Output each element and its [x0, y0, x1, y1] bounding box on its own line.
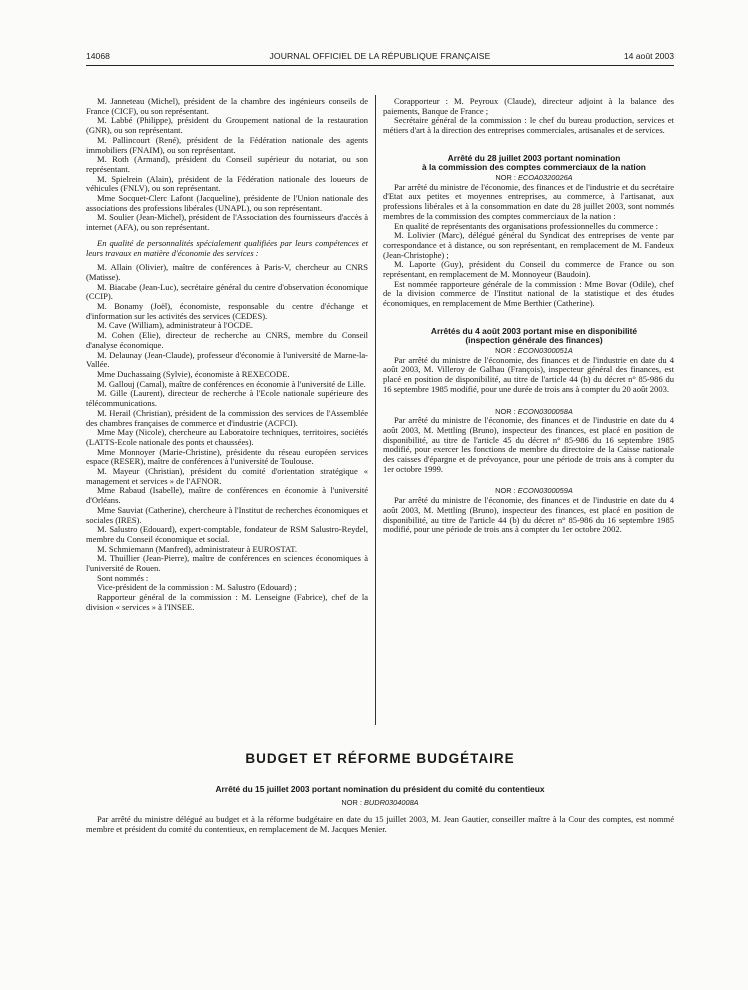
member-entry: M. Roth (Armand), président du Conseil supérieur du notariat, ou son représentant.	[86, 154, 368, 174]
nor-code: ECON0300058A	[517, 406, 573, 416]
decree-paragraph: Est nommée rapporteure générale de la commission : Mme Bovar (Odile), chef de la division commerce de l'Institut national de la statistique et des études économiques, en remplacement de Mme Berthier (Catherine).	[383, 278, 674, 309]
decree-paragraph: Par arrêté du ministre de l'économie, des finances et de l'industrie en date du 4 août 2003, M. Villeroy de Galhau (François), inspecteur général des finances, est placé en position de disponibilité, au titre de l'article 44 (b) du décret n° 85-986 du 16 septembre 1985 modifié, pour une durée de trois ans à compter du 20 août 2003.	[383, 354, 674, 394]
named-entry: Rapporteur général de la commission : M. Lenseigne (Fabrice), chef de la division « services » à l'INSEE.	[86, 592, 368, 612]
qualified-heading: En qualité de personnalités spécialement qualifiées par leurs compétences et leurs travaux en matière d'économie des services :	[86, 237, 368, 258]
member-entry: M. Cave (William), administrateur à l'OCDE.	[97, 320, 253, 331]
member-entry: M. Biacabe (Jean-Luc), secrétaire général du centre d'observation économique (CCIP).	[86, 281, 368, 302]
member-entry: M. Delaunay (Jean-Claude), professeur d'économie à l'université de Marne-la-Vallée.	[86, 349, 368, 370]
decree-paragraph: M. Laporte (Guy), président du Conseil du commerce de France ou son représentant, en remplacement de M. Monnoyeur (Baudoin).	[383, 259, 674, 280]
nor-label: NOR :	[495, 346, 516, 356]
nor-code: BUDR0304008A	[363, 797, 419, 807]
section-heading: BUDGET ET RÉFORME BUDGÉTAIRE	[245, 751, 515, 766]
member-entry: M. Cohen (Elie), directeur de recherche au CNRS, membre du Conseil d'analyse économique.	[86, 330, 368, 350]
member-entry: Mme Monnoyer (Marie-Christine), présidente du réseau européen services espace (RESER), maître de conférences à l'université de Toulouse.	[86, 446, 368, 467]
issue-date: 14 août 2003	[623, 51, 674, 61]
nor-code: ECOA0320026A	[517, 173, 573, 182]
decree-title: à la commission des comptes commerciaux de la nation	[422, 162, 646, 173]
decree-title: (inspection générale des finances)	[465, 335, 603, 346]
member-entry: M. Pallincourt (René), président de la Fédération nationale des agents immobiliers (FNAIM), ou son représentant.	[86, 134, 368, 155]
page-header	[86, 51, 674, 65]
decree-paragraph: Par arrêté du ministre de l'économie, des finances et de l'industrie et du secrétaire d'Etat aux petites et moyennes entreprises, au commerce, à l'artisanat, aux professions libérales et à la consommation en date du 28 juillet 2003, sont nommés membres de la commission des comptes commerciaux de la nation :	[383, 181, 674, 221]
named-entry: Vice-président de la commission : M. Salustro (Edouard) ;	[97, 582, 297, 593]
corapporteur-paragraph: Corapporteur : M. Peyroux (Claude), directeur adjoint à la balance des paiements, Banque de France ;	[383, 96, 674, 116]
decree-paragraph: M. Lolivier (Marc), délégué général du Syndicat des entreprises de vente par correspondance et à distance, ou son représentant, en remplacement de M. Fandeux (Jean-Christophe) ;	[383, 230, 674, 260]
member-entry: Mme Sauviat (Catherine), chercheure à l'Institut de recherches économiques et sociales (IRES).	[86, 504, 368, 525]
nor-label: NOR :	[495, 486, 516, 496]
member-entry: M. Labbé (Philippe), président du Groupement national de la restauration (GNR), ou son représentant.	[86, 115, 368, 136]
member-entry: M. Mayeur (Christian), président du comité d'orientation stratégique « management et services » de l'AFNOR.	[86, 466, 368, 486]
named-heading: Sont nommés :	[97, 572, 149, 583]
column-separator	[375, 95, 376, 725]
member-entry: M. Bonamy (Joël), économiste, responsable du centre d'échange et d'information sur les activités des services (CEDES).	[86, 301, 368, 321]
right-column	[383, 97, 674, 535]
member-entry: M. Salustro (Edouard), expert-comptable, fondateur de RSM Salustro-Reydel, membre du Conseil économique et social.	[86, 524, 368, 544]
member-entry: M. Thuillier (Jean-Pierre), maître de conférences en sciences économiques à l'université de Rouen.	[86, 553, 368, 574]
header-rule	[86, 65, 674, 66]
nor-code: ECON0300059A	[517, 486, 573, 496]
decree-title: Arrêtés du 4 août 2003 portant mise en disponibilité	[430, 325, 638, 336]
decree-paragraph: Par arrêté du ministre délégué au budget et à la réforme budgétaire en date du 15 juillet 2003, M. Jean Gautier, conseiller maître à la Cour des comptes, est nommé membre et président du comité du contentieux, en remplacement de M. Jacques Menier.	[86, 814, 674, 834]
nor-label: NOR :	[341, 797, 362, 807]
member-entry: Mme Rabaud (Isabelle), maître de conférences en économie à l'université d'Orléans.	[86, 485, 368, 506]
member-entry: M. Gallouj (Camal), maître de conférences en économie à l'université de Lille.	[97, 378, 366, 389]
member-entry: M. Soulier (Jean-Michel), président de l'Association des fournisseurs d'accès à internet (AFA), ou son représentant.	[86, 212, 368, 233]
decree-title: Arrêté du 28 juillet 2003 portant nomination	[447, 152, 621, 163]
decree-title: Arrêté du 15 juillet 2003 portant nomination du président du comité du contentieux	[215, 784, 545, 794]
left-column	[86, 97, 368, 613]
decree-paragraph: Par arrêté du ministre de l'économie, des finances et de l'industrie en date du 4 août 2003, M. Mettling (Bruno), inspecteur des finances, est placé en position de disponibilité, au titre de l'article 45 du décret n° 85-986 du 16 septembre 1985 modifié, pour exercer les fonctions de membre du directoire de la Caisse nationale des caisses d'épargne et de prévoyance, pour une période de trois ans à compter du 1er octobre 1999.	[383, 415, 674, 474]
member-entry: Mme Duchassaing (Sylvie), économiste à REXECODE.	[97, 368, 290, 379]
decree-paragraph: Par arrêté du ministre de l'économie, des finances et de l'industrie en date du 4 août 2003, M. Mettling (Bruno), inspecteur des finances, est placé en position de disponibilité, au titre de l'article 44 (b) du décret n° 85-986 du 16 septembre 1985 modifié, pour une période de trois ans à compter du 1er octobre 2002.	[383, 495, 674, 535]
nor-reference	[86, 798, 674, 808]
nor-label: NOR :	[495, 173, 516, 182]
member-entry: M. Spielrein (Alain), président de la Fédération nationale des loueurs de véhicules (FNLV), ou son représentant.	[86, 173, 368, 194]
member-entry: M. Allain (Olivier), maître de conférences à Paris-V, chercheur au CNRS (Matisse).	[86, 262, 368, 282]
page-number: 14068	[86, 51, 110, 61]
member-entry: M. Herail (Christian), président de la commission des services de l'Assemblée des chambres françaises de commerce et d'industrie (ACFCI).	[86, 407, 368, 428]
nor-code: ECON0300051A	[517, 346, 573, 356]
member-entry: Mme May (Nicole), chercheure au Laboratoire techniques, territoires, sociétés (LATTS-Ecole nationale des ponts et chaussées).	[86, 427, 368, 447]
decree-paragraph: En qualité de représentants des organisations professionnelles du commerce :	[394, 220, 659, 231]
member-entry: M. Janneteau (Michel), président de la chambre des ingénieurs conseils de France (CICF), ou son représentant.	[86, 96, 368, 116]
budget-decree	[86, 785, 674, 835]
nor-label: NOR :	[495, 406, 516, 416]
secretary-paragraph: Secrétaire général de la commission : le chef du bureau production, services et métiers d'art à la direction des entreprises commerciales, artisanales et de services.	[383, 115, 674, 136]
member-entry: Mme Socquet-Clerc Lafont (Jacqueline), présidente de l'Union nationale des associations des professions libérales (UNAPL), ou son représentant.	[86, 193, 368, 213]
member-entry: M. Gille (Laurent), directeur de recherche à l'Ecole nationale supérieure des télécommunications.	[86, 388, 368, 409]
member-entry: M. Schmiemann (Manfred), administrateur à EUROSTAT.	[97, 543, 297, 554]
journal-title: JOURNAL OFFICIEL DE LA RÉPUBLIQUE FRANÇAISE	[269, 51, 491, 61]
